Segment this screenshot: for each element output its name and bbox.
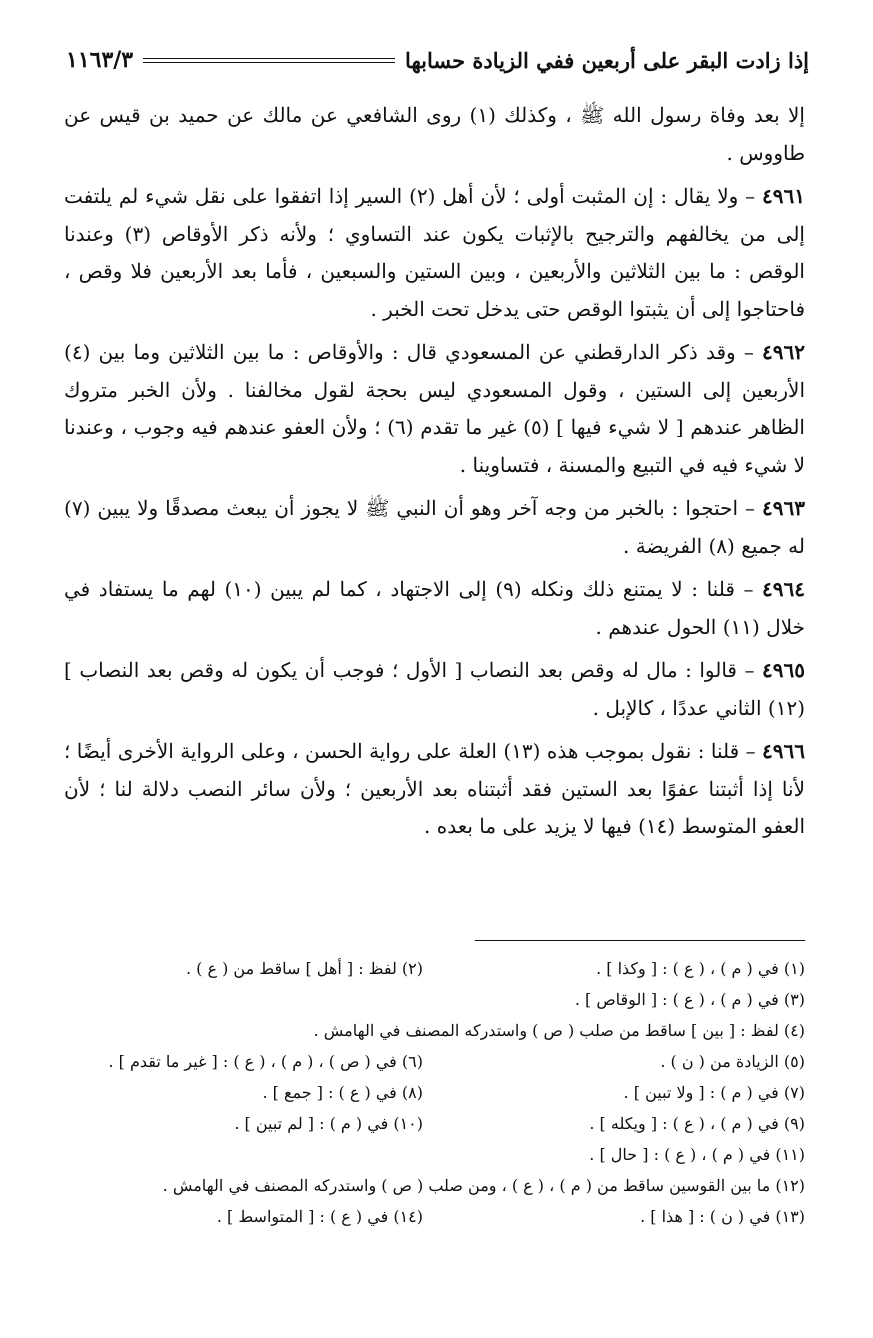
- footnote-9: (٩) في ( م ) ، ( ع ) : [ ويكله ] .: [589, 1114, 805, 1133]
- footnote-row: [62, 1170, 805, 1201]
- footnote-11: (١١) في ( م ) ، ( ع ) : [ حال ] .: [589, 1145, 805, 1164]
- footnote-row: [62, 1077, 805, 1108]
- footnote-4: (٤) لفظ : [ بين ] ساقط من صلب ( ص ) واستدركه المصنف في الهامش .: [313, 1021, 805, 1040]
- paragraph-number: ٤٩٦٥: [762, 658, 805, 682]
- footnotes: [62, 953, 805, 1232]
- running-header: [66, 40, 809, 80]
- footnote-7: (٧) في ( م ) : [ ولا تبين ] .: [623, 1083, 805, 1102]
- paragraph-number: ٤٩٦٤: [762, 577, 806, 601]
- footnote-5: (٥) الزيادة من ( ن ) .: [660, 1052, 805, 1071]
- paragraph-4966: ٤٩٦٦ – قلنا : نقول بموجب هذه (١٣) العلة على رواية الحسن ، وعلى الرواية الأخرى أيضًا ؛ لأنا إذا أثبتنا عفوًا بعد الستين فقد أثبتناه بعد الأربعين ؛ ولأن سائر النصب دلالة لنا ؛ لأن العفو المتوسط (١٤) فيها لا يزيد على ما بعده .: [64, 739, 806, 838]
- footnote-12: (١٢) ما بين القوسين ساقط من ( م ) ، ( ع ) ، ومن صلب ( ص ) واستدركه المصنف في الهامش .: [162, 1176, 805, 1195]
- footnote-2: (٢) لفظ : [ أهل ] ساقط من ( ع ) .: [185, 959, 423, 978]
- footnote-separator: [475, 940, 805, 941]
- paragraph-number: ٤٩٦٢: [762, 340, 805, 364]
- paragraph-number: ٤٩٦٦: [762, 739, 806, 763]
- paragraph-4962: ٤٩٦٢ – وقد ذكر الدارقطني عن المسعودي قال : والأوقاص : ما بين الثلاثين وما بين (٤) الأربعين إلى الستين ، وقول المسعودي ليس بحجة لقول مخالفنا . ولأن الخبر متروك الظاهر عندهم [ لا شيء فيها ] (٥) غير ما تقدم (٦) ؛ ولأن العفو عندهم فيه وجوب ، وعندنا لا شيء فيه في التبيع والمسنة ، فتساوينا .: [64, 340, 805, 477]
- header-title: إذا زادت البقر على أربعين ففي الزيادة حسابها: [405, 47, 809, 73]
- page-number: ١١٦٣/٣: [66, 47, 134, 73]
- footnote-row: [62, 953, 805, 984]
- footnote-row: [62, 1201, 805, 1232]
- footnote-13: (١٣) في ( ن ) : [ هذا ] .: [640, 1207, 805, 1226]
- paragraph-4965: ٤٩٦٥ – قالوا : مال له وقص بعد النصاب [ الأول ؛ فوجب أن يكون له وقص بعد النصاب ] (١٢) الثاني عددًا ، كالإبل .: [64, 658, 805, 720]
- main-text: [64, 97, 805, 852]
- footnote-3: (٣) في ( م ) ، ( ع ) : [ الوقاص ] .: [574, 990, 805, 1009]
- header-rule: [143, 58, 395, 63]
- paragraph-4963: ٤٩٦٣ – احتجوا : بالخبر من وجه آخر وهو أن النبي ﷺ لا يجوز أن يبعث مصدقًا ولا يبين (٧) له جميع (٨) الفريضة .: [64, 496, 805, 558]
- paragraph: إلا بعد وفاة رسول الله ﷺ ، وكذلك (١) روى الشافعي عن مالك عن حميد بن قيس عن طاووس .: [64, 103, 805, 165]
- footnote-14: (١٤) في ( ع ) : [ المتواسط ] .: [216, 1207, 423, 1226]
- paragraph-number: ٤٩٦١: [762, 184, 805, 208]
- footnote-row: [62, 1139, 805, 1170]
- footnote-row: [62, 1015, 805, 1046]
- footnote-row: [62, 1108, 805, 1139]
- paragraph-4961: ٤٩٦١ – ولا يقال : إن المثبت أولى ؛ لأن أهل (٢) السير إذا اتفقوا على نقل شيء لم يلتفت إلى من يخالفهم والترجيح بالإثبات يكون عند التساوي ؛ ولأنه ذكر الأوقاص (٣) وعندنا الوقص : ما بين الثلاثين والأربعين ، وبين الستين والسبعين ، فأما بعد الأربعين فلا وقص ، فاحتاجوا إلى أن يثبتوا الوقص حتى يدخل تحت الخبر .: [64, 184, 805, 321]
- footnote-1: (١) في ( م ) ، ( ع ) : [ وكذا ] .: [596, 959, 805, 978]
- footnote-6: (٦) في ( ص ) ، ( م ) ، ( ع ) : [ غير ما تقدم ] .: [108, 1052, 423, 1071]
- paragraph-4964: ٤٩٦٤ – قلنا : لا يمتنع ذلك ونكله (٩) إلى الاجتهاد ، كما لم يبين (١٠) لهم ما يستفاد في خلال (١١) الحول عندهم .: [64, 577, 806, 639]
- paragraph-number: ٤٩٦٣: [762, 496, 805, 520]
- footnote-row: [62, 984, 805, 1015]
- footnote-10: (١٠) في ( م ) : [ لم تبين ] .: [234, 1114, 423, 1133]
- footnote-8: (٨) في ( ع ) : [ جمع ] .: [262, 1083, 423, 1102]
- footnote-row: [62, 1046, 805, 1077]
